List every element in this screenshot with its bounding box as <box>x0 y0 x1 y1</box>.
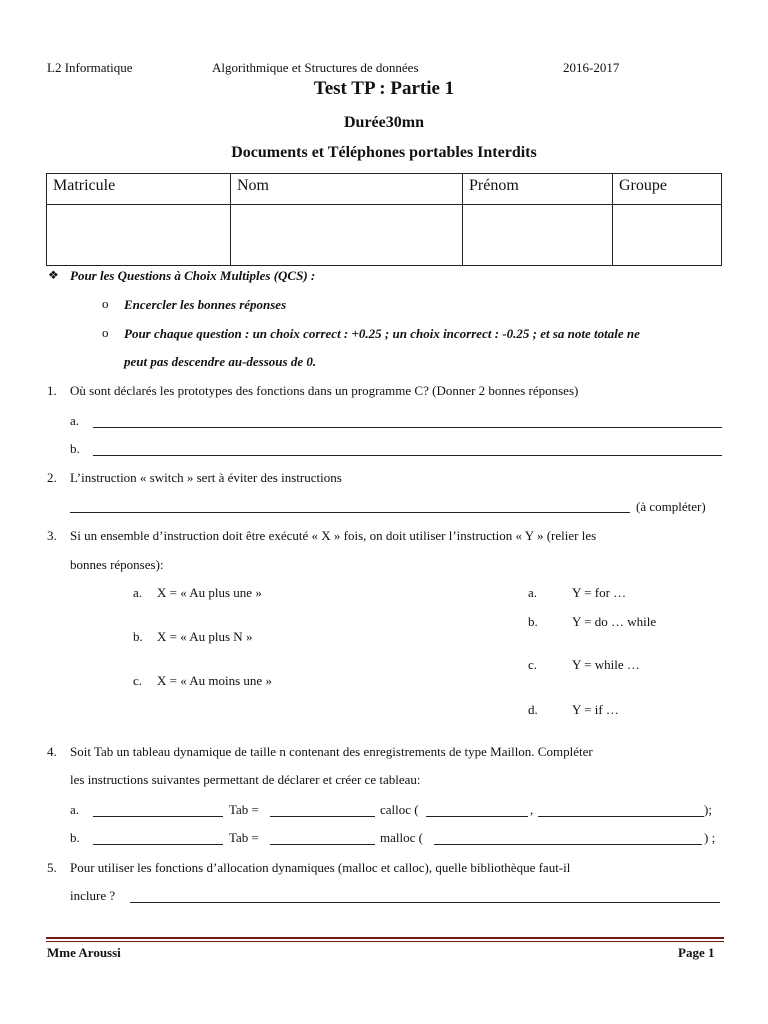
question-3-left-b-label: b. <box>133 629 143 644</box>
question-1-answer-b-line[interactable] <box>93 455 722 456</box>
question-3-text-line-1: Si un ensemble d’instruction doit être exécuté « X » fois, on doit utiliser l’instruction « Y » (relier les <box>70 528 597 543</box>
column-header-prenom: Prénom <box>463 174 613 205</box>
question-1-text: Où sont déclarés les prototypes des fonctions dans un programme C? (Donner 2 bonnes réponses) <box>70 383 579 398</box>
question-4-a-label: a. <box>70 802 80 817</box>
question-1-option-a-label: a. <box>70 413 80 428</box>
question-3-left-c-text[interactable]: X = « Au moins une » <box>157 673 272 688</box>
cell-groupe <box>613 205 722 266</box>
question-2-number: 2. <box>47 470 57 485</box>
question-4-a-type-blank[interactable] <box>93 816 223 817</box>
question-4-a-end: ); <box>704 802 712 817</box>
question-4-b-type-blank[interactable] <box>93 844 223 845</box>
page-title: Test TP : Partie 1 <box>313 78 455 99</box>
column-header-groupe: Groupe <box>613 174 722 205</box>
question-4-a-calloc: calloc ( <box>380 802 419 817</box>
question-5-answer-line[interactable] <box>130 902 720 903</box>
instruction-item-2-continued: peut pas descendre au-dessous de 0. <box>124 354 317 369</box>
instruction-item-1: Encercler les bonnes réponses <box>124 297 287 312</box>
question-3-right-a-label: a. <box>528 585 538 600</box>
question-5-text-line-2: inclure ? <box>70 888 116 903</box>
footer-divider-thin <box>46 941 724 942</box>
question-4-a-arg1-blank[interactable] <box>426 816 528 817</box>
instructions-heading: Pour les Questions à Choix Multiples (QCS) : <box>70 268 316 283</box>
question-3-right-c-label: c. <box>528 657 538 672</box>
header-year: 2016-2017 <box>563 60 620 75</box>
header-subject: Algorithmique et Structures de données <box>212 60 419 75</box>
rules-title: Documents et Téléphones portables Interdits <box>231 144 537 161</box>
question-3-right-b-text[interactable]: Y = do … while <box>572 614 657 629</box>
question-4-text-line-1: Soit Tab un tableau dynamique de taille n contenant des enregistrements de type Maillon. Compléter <box>70 744 593 759</box>
question-4-b-malloc: malloc ( <box>380 830 423 845</box>
duration-title: Durée30mn <box>344 114 424 131</box>
question-4-a-comma: , <box>530 802 534 817</box>
question-4-b-end: ) ; <box>704 830 716 845</box>
question-1-option-b-label: b. <box>70 441 80 456</box>
cell-prenom <box>463 205 613 266</box>
question-4-a-tab-eq: Tab = <box>229 802 259 817</box>
question-1-number: 1. <box>47 383 57 398</box>
question-3-right-d-label: d. <box>528 702 538 717</box>
question-3-number: 3. <box>47 528 57 543</box>
question-4-b-tab-eq: Tab = <box>229 830 259 845</box>
question-3-text-line-2: bonnes réponses): <box>70 557 164 572</box>
cell-matricule <box>47 205 231 266</box>
question-5-text-line-1: Pour utiliser les fonctions d’allocation dynamiques (malloc et calloc), quelle bibliothèque faut-il <box>70 860 571 875</box>
header-course: L2 Informatique <box>47 60 133 75</box>
question-3-right-d-text[interactable]: Y = if … <box>572 702 619 717</box>
question-4-b-arg-blank[interactable] <box>434 844 702 845</box>
question-3-left-c-label: c. <box>133 673 143 688</box>
column-header-nom: Nom <box>231 174 463 205</box>
question-5-number: 5. <box>47 860 57 875</box>
question-2-answer-line[interactable] <box>70 512 630 513</box>
footer-author: Mme Aroussi <box>47 945 121 960</box>
question-2-text: L’instruction « switch » sert à éviter des instructions <box>70 470 342 485</box>
question-2-suffix: (à compléter) <box>636 499 706 514</box>
question-3-left-b-text[interactable]: X = « Au plus N » <box>157 629 253 644</box>
question-4-b-label: b. <box>70 830 80 845</box>
question-3-left-a-text[interactable]: X = « Au plus une » <box>157 585 262 600</box>
question-4-b-cast-blank[interactable] <box>270 844 375 845</box>
question-1-answer-a-line[interactable] <box>93 427 722 428</box>
question-3-right-c-text[interactable]: Y = while … <box>572 657 640 672</box>
question-4-a-cast-blank[interactable] <box>270 816 375 817</box>
diamond-bullet-icon: ❖ <box>48 268 59 282</box>
question-3-right-a-text[interactable]: Y = for … <box>572 585 627 600</box>
circle-bullet-icon: o <box>102 296 109 311</box>
cell-nom <box>231 205 463 266</box>
student-id-table <box>46 173 722 266</box>
question-3-right-b-label: b. <box>528 614 538 629</box>
column-header-matricule: Matricule <box>47 174 231 205</box>
question-3-left-a-label: a. <box>133 585 143 600</box>
footer-divider <box>46 937 724 939</box>
circle-bullet-icon: o <box>102 325 109 340</box>
question-4-text-line-2: les instructions suivantes permettant de déclarer et créer ce tableau: <box>70 772 421 787</box>
question-4-a-arg2-blank[interactable] <box>538 816 704 817</box>
question-4-number: 4. <box>47 744 57 759</box>
footer-page-number: Page 1 <box>678 945 715 960</box>
instruction-item-2: Pour chaque question : un choix correct : +0.25 ; un choix incorrect : -0.25 ; et sa note totale ne <box>124 326 640 341</box>
